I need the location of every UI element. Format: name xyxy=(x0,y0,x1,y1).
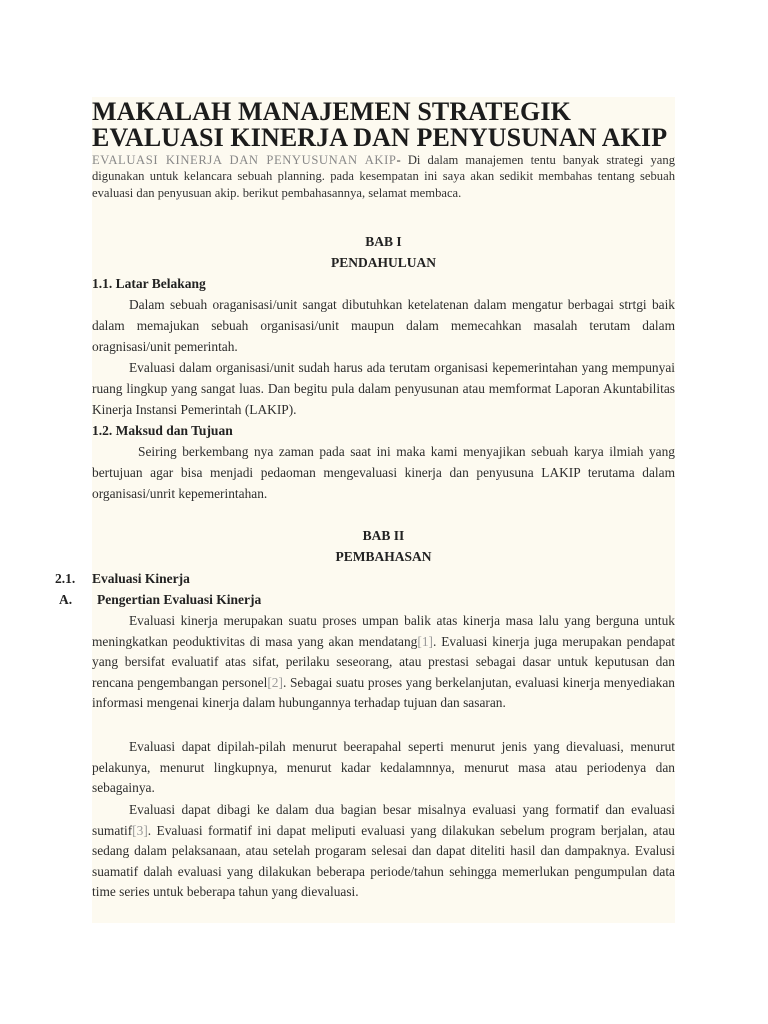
footnote-ref-3[interactable]: [3] xyxy=(132,822,148,838)
intro-paragraph xyxy=(92,152,675,201)
section-1-1-heading: 1.1. Latar Belakang xyxy=(92,276,206,291)
section-1-2-heading: 1.2. Maksud dan Tujuan xyxy=(92,423,233,438)
section-1-1-paragraph-1: Dalam sebuah oraganisasi/unit sangat dibutuhkan ketelatenan dalam mengatur berbagai strtgi baik dalam memajukan sebuah organisasi/unit maupun dalam memecahkan masalah terutam dalam oragnisasi/unit pemerintah. xyxy=(92,297,675,354)
section-1-1-paragraph-2: Evaluasi dalam organisasi/unit sudah harus ada terutam organisasi kepemerintahan yang mempunyai ruang lingkup yang sangat luas. Dan begitu pula dalam penyusunan atau memformat Laporan Akuntabilitas Kinerja Instansi Pemerintah (LAKIP). xyxy=(92,360,675,417)
section-2-1-heading: Evaluasi Kinerja xyxy=(92,571,190,586)
document-title-line-2: EVALUASI KINERJA DAN PENYUSUNAN AKIP xyxy=(92,123,668,152)
intro-text: - Di dalam manajemen tentu banyak strategi yang digunakan untuk kelancara sebuah planning. pada kesempatan ini saya akan sedikit membahas tentang sebuah evaluasi dan penyusuan akip. berikut pembahasannya, selamat membaca. xyxy=(92,153,675,200)
subsection-a-paragraph-2: Evaluasi dapat dipilah-pilah menurut beerapahal seperti menurut jenis yang dievaluasi, menurut pelakunya, menurut lingkupnya, menurut kadar kedalamnnya, menurut masa atau periodenya dan sebagainya. xyxy=(92,739,675,795)
document-title-line-1: MAKALAH MANAJEMEN STRATEGIK xyxy=(92,97,571,126)
chapter-2-title: PEMBAHASAN xyxy=(335,549,432,564)
chapter-1-title: PENDAHULUAN xyxy=(330,255,436,270)
section-2-1-number: 2.1. xyxy=(55,571,76,586)
subsection-a-paragraph-3: Evaluasi dapat dibagi ke dalam dua bagian besar misalnya evaluasi yang formatif dan evaluasi sumatif[3]. Evaluasi formatif ini dapat meliputi evaluasi yang dilakukan sebelum program berjalan, atau sedang dalam pelaksanaan, atau setelah progaram selesai dan dapat diteliti hasil dan dampaknya. Evalusi suamatif dalah evaluasi yang dilakukan beberapa periode/tahun sehingga memerlukan pengumpulan data time series untuk beberapa tahun yang dievaluasi. xyxy=(92,802,675,899)
intro-lead: EVALUASI KINERJA DAN PENYUSUNAN AKIP xyxy=(92,153,397,167)
chapter-1-label: BAB I xyxy=(365,234,402,249)
chapter-2-label: BAB II xyxy=(362,528,405,543)
subsection-a-paragraph-1: Evaluasi kinerja merupakan suatu proses umpan balik atas kinerja masa lalu yang berguna untuk meningkatkan peoduktivitas di masa yang akan mendatang[1]. Evaluasi kinerja juga merupakan pendapat yang bersifat evaluatif atas sifat, perilaku seseorang, atau prestasi sebagai dasar untuk keputusan dan rencana pengembangan personel[2]. Sebagai suatu proses yang berkelanjutan, evaluasi kinerja menyediakan informasi mengenai kinerja dalam hubungannya terhadap tujuan dan sasaran. xyxy=(92,613,675,710)
footnote-ref-2[interactable]: [2] xyxy=(267,674,283,690)
footnote-ref-1[interactable]: [1] xyxy=(417,633,433,649)
section-1-2-paragraph: Seiring berkembang nya zaman pada saat ini maka kami menyajikan sebuah karya ilmiah yang bertujuan agar bisa menjadi pedaoman mengevaluasi kinerja dan penyusuna LAKIP terutama dalam organisasi/unrit kepemerintahan. xyxy=(92,444,675,501)
subsection-a-letter: A. xyxy=(59,592,73,607)
subsection-a-heading: Pengertian Evaluasi Kinerja xyxy=(97,592,262,607)
